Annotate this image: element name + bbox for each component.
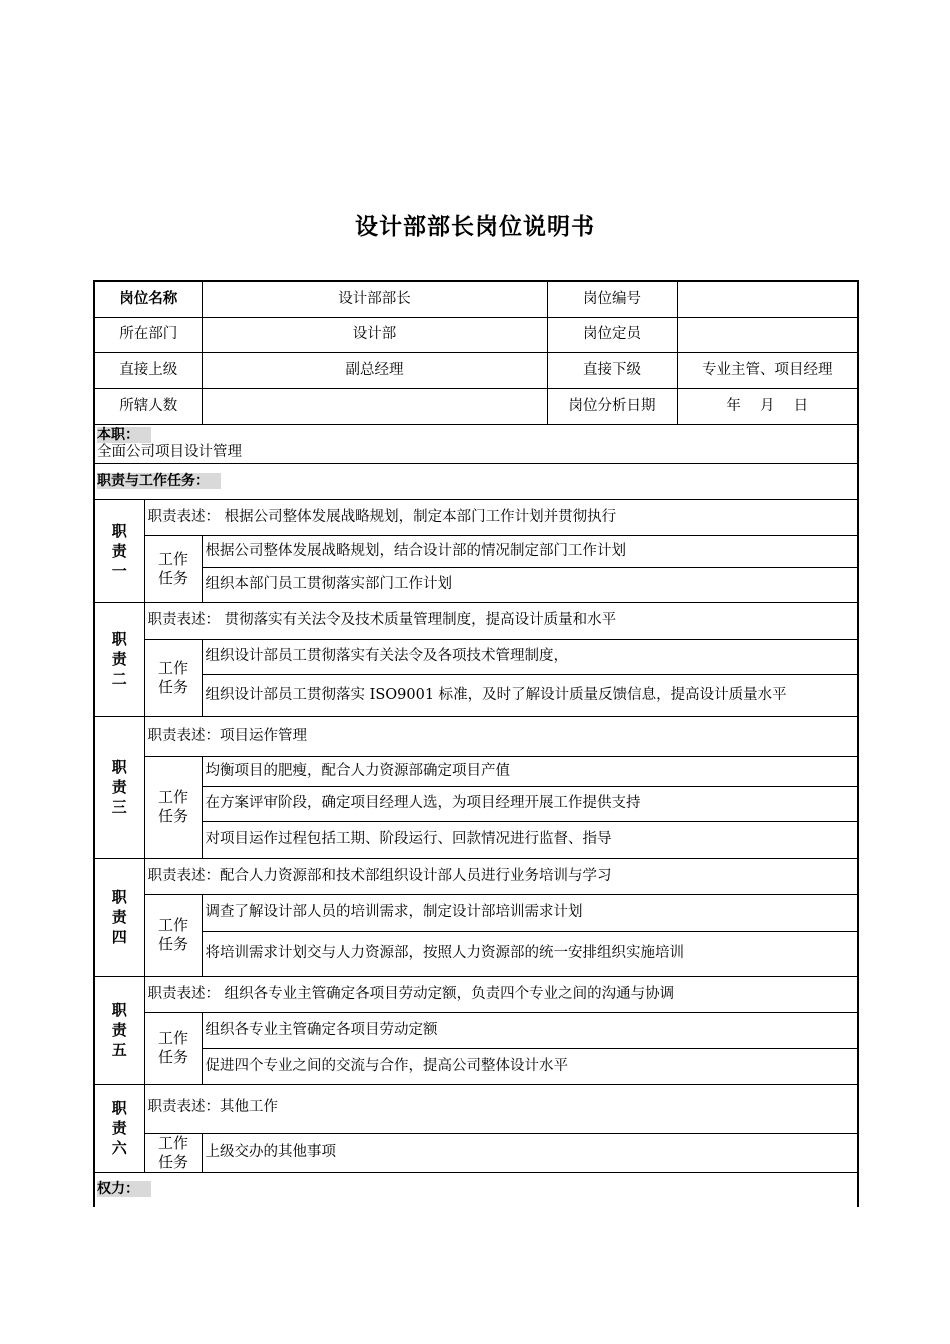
headcount-label: 岗位定员 <box>547 317 677 352</box>
power-row <box>94 1172 858 1207</box>
job-name-label: 岗位名称 <box>94 281 202 317</box>
task-row <box>94 639 858 674</box>
info-row <box>94 317 858 352</box>
task-row <box>94 1133 858 1172</box>
duty-description: 职责表述： 贯彻落实有关法令及技术质量管理制度，提高设计质量和水平 <box>144 602 858 639</box>
summary-text: 全面公司项目设计管理 <box>97 443 242 460</box>
task-row <box>94 756 858 786</box>
task-label: 工作 任务 <box>144 894 202 976</box>
task-row <box>94 1012 858 1048</box>
superior-value: 副总经理 <box>202 352 547 388</box>
task-row <box>94 786 858 821</box>
staff-count-label: 所辖人数 <box>94 388 202 424</box>
duty-number: 职 责 五 <box>94 976 144 1084</box>
task-label: 工作 任务 <box>144 639 202 716</box>
task-row <box>94 567 858 602</box>
analysis-date-value: 年 月 日 <box>677 388 858 424</box>
task-label: 工作 任务 <box>144 535 202 602</box>
task-item: 组织本部门员工贯彻落实部门工作计划 <box>202 567 858 602</box>
task-item: 均衡项目的肥瘦，配合人力资源部确定项目产值 <box>202 756 858 786</box>
duty-desc-row <box>94 602 858 639</box>
document-title: 设计部部长岗位说明书 <box>355 214 595 240</box>
analysis-date-label: 岗位分析日期 <box>547 388 677 424</box>
info-row <box>94 281 858 317</box>
info-row <box>94 352 858 388</box>
duty-number: 职 责 六 <box>94 1084 144 1172</box>
task-label: 工作 任务 <box>144 756 202 858</box>
info-row <box>94 388 858 424</box>
task-item: 组织设计部员工贯彻落实 ISO9001 标准，及时了解设计质量反馈信息，提高设计质量水平 <box>202 674 858 716</box>
summary-row <box>94 424 858 463</box>
job-code-label: 岗位编号 <box>547 281 677 317</box>
department-label: 所在部门 <box>94 317 202 352</box>
task-row <box>94 535 858 567</box>
staff-count-value <box>202 388 547 424</box>
duty-desc-row <box>94 499 858 535</box>
duty-description: 职责表述：其他工作 <box>144 1084 858 1133</box>
duty-desc-row <box>94 1084 858 1133</box>
duty-description: 职责表述：项目运作管理 <box>144 716 858 756</box>
task-row <box>94 821 858 858</box>
department-value: 设计部 <box>202 317 547 352</box>
task-item: 上级交办的其他事项 <box>202 1133 858 1172</box>
task-label: 工作 任务 <box>144 1133 202 1172</box>
duty-number: 职 责 三 <box>94 716 144 858</box>
duty-description: 职责表述： 组织各专业主管确定各项目劳动定额，负责四个专业之间的沟通与协调 <box>144 976 858 1012</box>
task-item: 在方案评审阶段，确定项目经理人选，为项目经理开展工作提供支持 <box>202 786 858 821</box>
duty-desc-row <box>94 976 858 1012</box>
task-label: 工作 任务 <box>144 1012 202 1084</box>
task-item: 组织设计部员工贯彻落实有关法令及各项技术管理制度， <box>202 639 858 674</box>
job-name-value: 设计部部长 <box>202 281 547 317</box>
duty-desc-row <box>94 858 858 894</box>
task-row <box>94 1048 858 1084</box>
subordinate-label: 直接下级 <box>547 352 677 388</box>
task-row <box>94 674 858 716</box>
task-item: 对项目运作过程包括工期、阶段运行、回款情况进行监督、指导 <box>202 821 858 858</box>
duty-number: 职 责 二 <box>94 602 144 716</box>
task-item: 根据公司整体发展战略规划，结合设计部的情况制定部门工作计划 <box>202 535 858 567</box>
task-item: 组织各专业主管确定各项目劳动定额 <box>202 1012 858 1048</box>
duty-number: 职 责 四 <box>94 858 144 976</box>
task-item: 调查了解设计部人员的培训需求，制定设计部培训需求计划 <box>202 894 858 931</box>
task-item: 促进四个专业之间的交流与合作，提高公司整体设计水平 <box>202 1048 858 1084</box>
task-item: 将培训需求计划交与人力资源部，按照人力资源部的统一安排组织实施培训 <box>202 931 858 976</box>
duties-label: 职责与工作任务： <box>94 463 858 499</box>
task-row <box>94 894 858 931</box>
summary-label: 本职： <box>97 427 855 444</box>
duty-desc-row <box>94 716 858 756</box>
job-code-value <box>677 281 858 317</box>
duty-description: 职责表述：配合人力资源部和技术部组织设计部人员进行业务培训与学习 <box>144 858 858 894</box>
task-row <box>94 931 858 976</box>
power-label: 权力： <box>94 1172 858 1207</box>
superior-label: 直接上级 <box>94 352 202 388</box>
duty-description: 职责表述： 根据公司整体发展战略规划，制定本部门工作计划并贯彻执行 <box>144 499 858 535</box>
duties-header-row <box>94 463 858 499</box>
headcount-value <box>677 317 858 352</box>
job-description-table <box>93 280 857 1207</box>
subordinate-value: 专业主管、项目经理 <box>677 352 858 388</box>
duty-number: 职 责 一 <box>94 499 144 602</box>
